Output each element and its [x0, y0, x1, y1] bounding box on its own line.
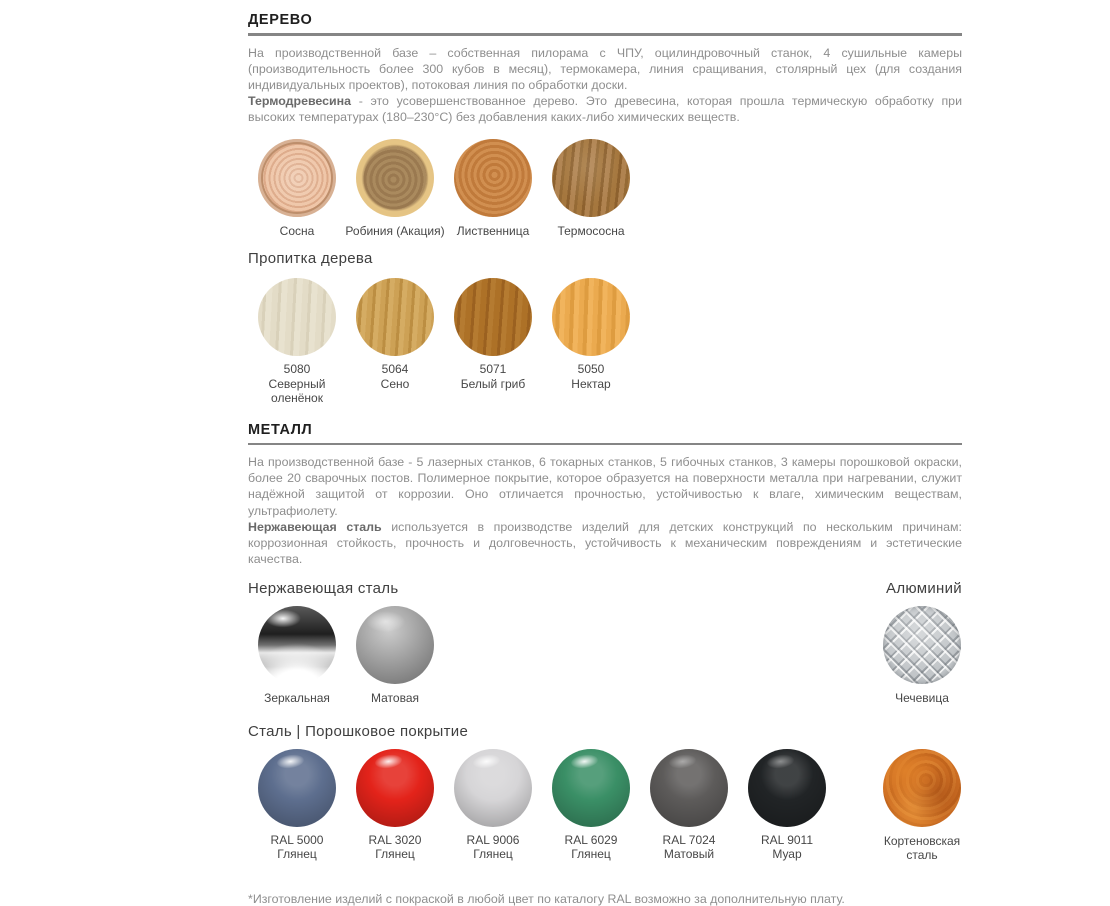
- wood-species-item: [542, 139, 640, 239]
- larch-label: Лиственница: [456, 223, 530, 238]
- matte-steel-label: Матовая: [371, 691, 419, 706]
- ral-finish: Глянец: [375, 847, 415, 862]
- ral-footnote: *Изготовление изделий с покраской в любой цвет по каталогу RAL возможно за дополнительную плату.: [248, 891, 845, 906]
- wood-section: [248, 12, 962, 406]
- metal-intro-paragraph: [248, 454, 962, 519]
- ral-code: RAL 9006: [466, 832, 520, 847]
- finishes-header: [248, 580, 962, 597]
- impregnation-item: [248, 278, 346, 406]
- ral-code: RAL 3020: [368, 832, 422, 847]
- impregnation-item: [346, 278, 444, 391]
- metal-section-divider: [248, 443, 962, 446]
- aluminum-title: Алюминий: [886, 580, 962, 598]
- ral-5000-swatch: [258, 749, 336, 827]
- wood-intro-text: На производственной базе – собственная пилорама с ЧПУ, оцилиндровочный станок, 4 сушильные камеры (производительность более 300 кубов в месяц), термокамера, линия сращивания, столярный цех (для создания индивидуальных проектов), потоковая линия по обработки доски.: [248, 45, 962, 92]
- ral-code: RAL 9011: [760, 832, 814, 847]
- ral-item: [444, 749, 542, 862]
- thermowood-paragraph: [248, 93, 962, 125]
- ral-item: [248, 749, 346, 862]
- ral-code: RAL 7024: [662, 832, 716, 847]
- impregnation-code: 5080: [283, 362, 311, 377]
- robinia-swatch: [356, 139, 434, 217]
- impregnation-code: 5050: [577, 362, 605, 377]
- thermowood-lead: Термодревесина: [248, 94, 352, 109]
- corten-item: [873, 749, 971, 863]
- catalog-page: [248, 12, 962, 906]
- ral-row: [248, 749, 962, 862]
- metal-section-title: МЕТАЛЛ: [248, 421, 313, 438]
- corten-steel-label: Кортеновская сталь: [883, 833, 961, 863]
- impregnation-title: Пропитка дерева: [248, 250, 373, 268]
- larch-swatch: [454, 139, 532, 217]
- powder-coating-title: Сталь | Порошковое покрытие: [248, 722, 469, 740]
- impregnation-5064-swatch: [356, 278, 434, 356]
- impregnation-name: Северный оленёнок: [268, 376, 326, 406]
- ral-code: RAL 6029: [564, 832, 618, 847]
- wood-section-divider: [248, 33, 962, 36]
- ral-finish: Муар: [772, 847, 802, 862]
- ral-code: RAL 5000: [270, 832, 324, 847]
- stainless-item: [248, 606, 346, 706]
- robinia-label: Робиния (Акация): [345, 223, 445, 238]
- diamond-plate-label: Чечевица: [895, 691, 949, 706]
- mirror-steel-swatch: [258, 606, 336, 684]
- stainless-row: [248, 606, 962, 706]
- impregnation-row: [248, 278, 962, 406]
- impregnation-name: Белый гриб: [460, 376, 526, 391]
- diamond-plate-swatch: [883, 606, 961, 684]
- stainless-text: используется в производстве изделий для детских конструкций по нескольким причинам: коррозионная стойкость, прочность и долговечность, устойчивость к механическим повреждениям и эстетические качества.: [248, 519, 963, 567]
- impregnation-code: 5071: [479, 362, 507, 377]
- impregnation-name: Сено: [380, 376, 410, 391]
- ral-item: [738, 749, 836, 862]
- stainless-lead: Нержавеющая сталь: [248, 519, 382, 534]
- wood-species-item: [444, 139, 542, 239]
- matte-steel-swatch: [356, 606, 434, 684]
- wood-intro-paragraph: [248, 45, 962, 94]
- ral-7024-swatch: [650, 749, 728, 827]
- wood-species-row: [248, 139, 962, 239]
- impregnation-item: [542, 278, 640, 391]
- ral-finish: Матовый: [663, 847, 715, 862]
- ral-9011-swatch: [748, 749, 826, 827]
- ral-item: [640, 749, 738, 862]
- ral-finish: Глянец: [571, 847, 611, 862]
- wood-species-item: [248, 139, 346, 239]
- ral-item: [542, 749, 640, 862]
- aluminum-item: [873, 606, 971, 706]
- thermopine-swatch: [552, 139, 630, 217]
- ral-9006-swatch: [454, 749, 532, 827]
- metal-section: [248, 422, 962, 862]
- ral-item: [346, 749, 444, 862]
- stainless-item: [346, 606, 444, 706]
- metal-intro-text: На производственной базе - 5 лазерных станков, 6 токарных станков, 5 гибочных станков, 3 камеры порошковой окраски, более 20 сварочных постов. Полимерное покрытие, которое образуется на поверхности металла при нагревании, служит надёжной защитой от коррозии. Оно отличается прочностью, устойчивостью к влаге, химическим веществам, ультрафиолету.: [248, 455, 962, 518]
- mirror-steel-label: Зеркальная: [264, 691, 330, 706]
- ral-3020-swatch: [356, 749, 434, 827]
- ral-6029-swatch: [552, 749, 630, 827]
- impregnation-code: 5064: [381, 362, 409, 377]
- impregnation-5080-swatch: [258, 278, 336, 356]
- thermowood-text: - это усовершенствованное дерево. Это древесина, которая прошла термическую обработку при высоких температурах (180–230°С) без добавления каких-либо химических веществ.: [248, 94, 962, 125]
- wood-section-title: ДЕРЕВО: [248, 12, 313, 28]
- ral-finish: Глянец: [277, 847, 317, 862]
- thermopine-label: Термососна: [557, 223, 625, 238]
- impregnation-item: [444, 278, 542, 391]
- pine-swatch: [258, 139, 336, 217]
- pine-label: Сосна: [279, 223, 315, 238]
- stainless-paragraph: [248, 519, 962, 568]
- stainless-title: Нержавеющая сталь: [248, 580, 399, 598]
- ral-finish: Глянец: [473, 847, 513, 862]
- corten-steel-swatch: [883, 749, 961, 827]
- impregnation-5071-swatch: [454, 278, 532, 356]
- impregnation-5050-swatch: [552, 278, 630, 356]
- wood-species-item: [346, 139, 444, 239]
- impregnation-name: Нектар: [571, 376, 611, 391]
